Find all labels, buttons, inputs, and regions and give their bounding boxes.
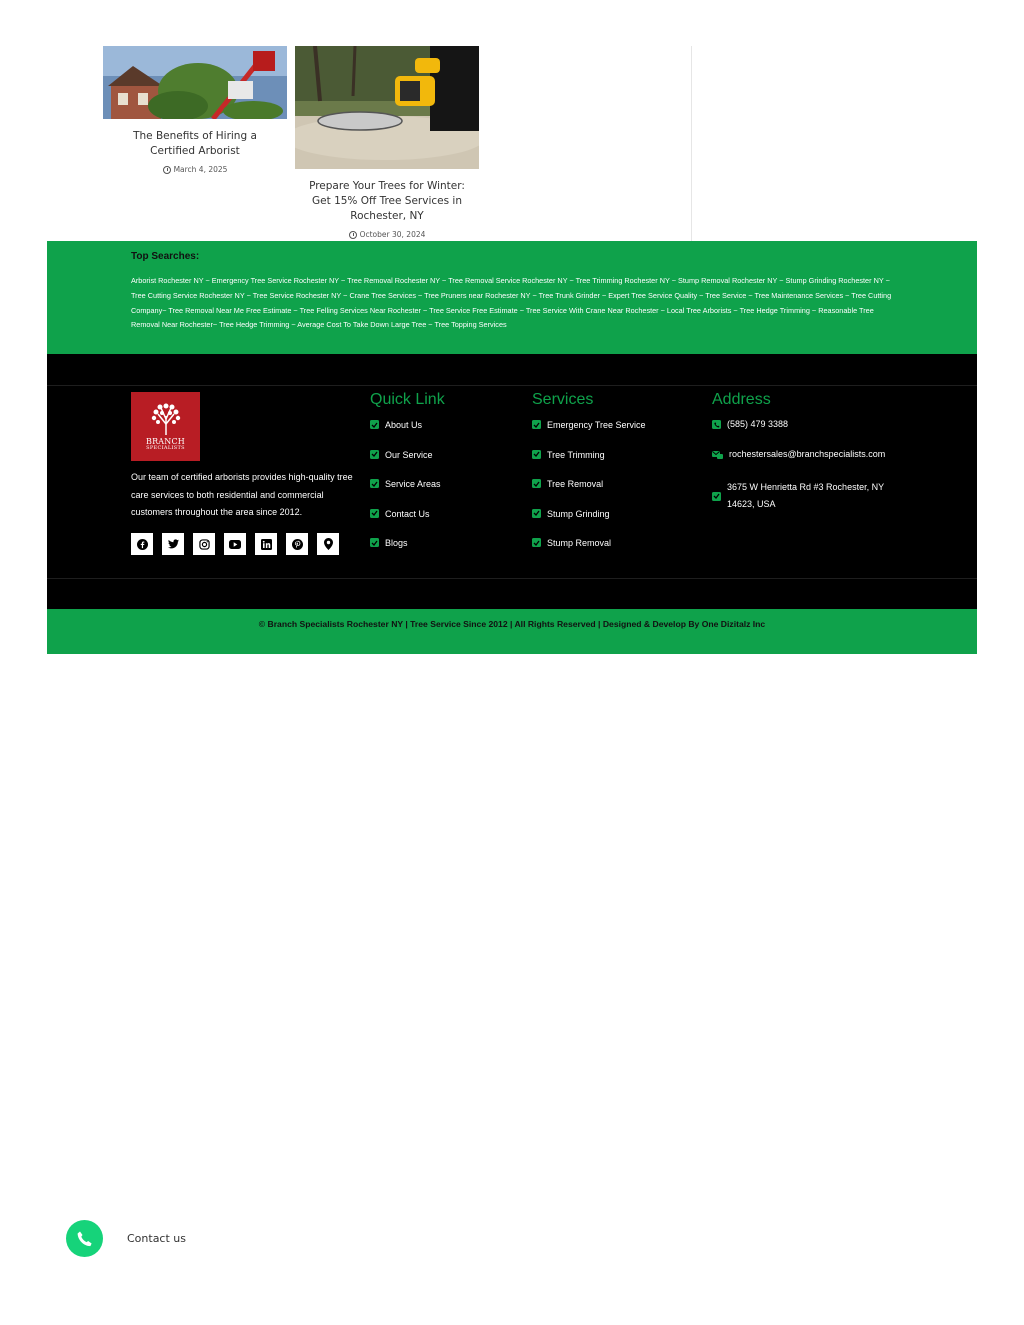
call-button[interactable] [66,1220,103,1257]
linkedin-icon[interactable] [255,533,277,555]
quick-link-blogs[interactable] [370,538,445,568]
link-label[interactable]: Blogs [385,538,408,548]
check-icon [532,450,541,459]
check-icon [532,420,541,429]
about-text: Our team of certified arborists provides high-quality tree care services to both residential and commercial customers throughout the area since 2012. [131,472,353,517]
top-searches-text: Arborist Rochester NY ~ Emergency Tree Service Rochester NY ~ Tree Removal Rochester NY ~ Tree Removal Service Rochester NY ~ Tree Trimming Rochester NY ~ Stump Removal Rochester NY ~ Stump Grinding Rochester NY ~ Tree Cutting Service Rochester NY ~ Tree Service Rochester NY ~ Crane Tree Services ~ Tree Pruners near Rochester NY ~ Tree Trunk Grinder ~ Expert Tree Service Quality ~ Tree Service ~ Tree Maintenance Services ~ Tree Cutting Company~ Tree Removal Near Me Free Estimate ~ Tree Felling Services Near Rochester ~ Tree Service Free Estimate ~ Tree Service With Crane Near Rochester ~ Local Tree Arborists ~ Tree Hedge Trimming ~ Reasonable Tree Removal Near Rochester~ Tree Hedge Trimming ~ Average Cost To Take Down Large Tree ~ Tree Topping Services [131,276,892,330]
services-column [532,391,646,568]
check-icon [532,509,541,518]
email-icon [712,450,723,459]
location-address [712,479,912,513]
instagram-icon[interactable] [193,533,215,555]
link-label[interactable]: About Us [385,420,423,430]
check-icon [532,479,541,488]
check-icon [370,538,379,547]
post-date [295,230,479,239]
floating-contact [66,1220,190,1257]
email-address[interactable]: rochestersales@branchspecialists.com [729,448,886,459]
link-label[interactable]: Emergency Tree Service [547,420,646,430]
quick-link-our-service[interactable] [370,450,445,480]
quick-link-heading: Quick Link [370,391,445,408]
service-stump-grinding[interactable] [532,509,646,539]
link-label[interactable]: Stump Grinding [547,508,610,519]
logo-line-1: BRANCH [146,437,185,446]
link-label[interactable]: Contact Us [385,508,430,519]
sidebar-divider [691,46,692,241]
post-date-text: October 30, 2024 [359,230,426,239]
top-searches-section [47,241,977,354]
map-marker-icon [712,492,721,501]
quick-link-about-us[interactable] [370,420,445,450]
post-thumbnail-chainsaw[interactable] [295,46,479,169]
divider [47,578,977,579]
branch-specialists-logo[interactable] [131,392,200,461]
facebook-icon[interactable] [131,533,153,555]
clock-icon [163,166,171,174]
service-stump-removal[interactable] [532,538,646,568]
location-icon[interactable] [317,533,339,555]
service-tree-trimming[interactable] [532,450,646,480]
post-title[interactable]: Prepare Your Trees for Winter: Get 15% Off Tree Services in Rochester, NY [309,180,465,222]
post-title[interactable]: The Benefits of Hiring a Certified Arborist [133,130,257,157]
quick-link-column [370,391,445,568]
service-emergency-tree-service[interactable] [532,420,646,450]
service-tree-removal[interactable] [532,479,646,509]
check-icon [532,538,541,547]
check-icon [370,450,379,459]
phone-number[interactable]: (585) 479 3388 [727,419,789,429]
clock-icon [349,231,357,239]
post-date [103,165,287,174]
quick-link-contact-us[interactable] [370,509,445,539]
services-heading: Services [532,391,594,408]
link-label[interactable]: Stump Removal [547,538,612,548]
logo-text [146,438,185,451]
address-column [712,391,912,513]
phone-link[interactable] [712,420,912,450]
link-label[interactable]: Service Areas [385,479,441,489]
divider [47,385,977,386]
logo-line-2: SPECIALISTS [146,445,185,451]
check-icon [370,420,379,429]
address-text: 3675 W Henrietta Rd #3 Rochester, NY 14623, USA [727,482,884,509]
youtube-icon[interactable] [224,533,246,555]
top-searches-heading: Top Searches: [131,251,200,262]
pinterest-icon[interactable] [286,533,308,555]
tree-logo-icon [149,402,183,436]
footer [47,354,977,609]
twitter-icon[interactable] [162,533,184,555]
social-links [131,533,339,555]
email-link[interactable] [712,450,912,480]
post-date-text: March 4, 2025 [173,165,228,174]
post-thumbnail-arborist[interactable] [103,46,287,119]
copyright-bar [47,609,977,654]
post-card[interactable] [103,46,287,174]
contact-us-label[interactable]: Contact us [123,1228,190,1249]
address-heading: Address [712,391,771,408]
link-label[interactable]: Tree Removal [547,479,604,489]
quick-link-service-areas[interactable] [370,479,445,509]
post-card[interactable] [295,46,479,239]
phone-icon [712,420,721,429]
check-icon [370,479,379,488]
copyright-text: © Branch Specialists Rochester NY | Tree Service Since 2012 | All Rights Reserved | Designed & Develop By One Dizitalz Inc [258,619,766,629]
recent-posts [103,46,691,241]
link-label[interactable]: Our Service [385,449,433,460]
check-icon [370,509,379,518]
link-label[interactable]: Tree Trimming [547,449,605,460]
phone-icon [76,1230,94,1248]
